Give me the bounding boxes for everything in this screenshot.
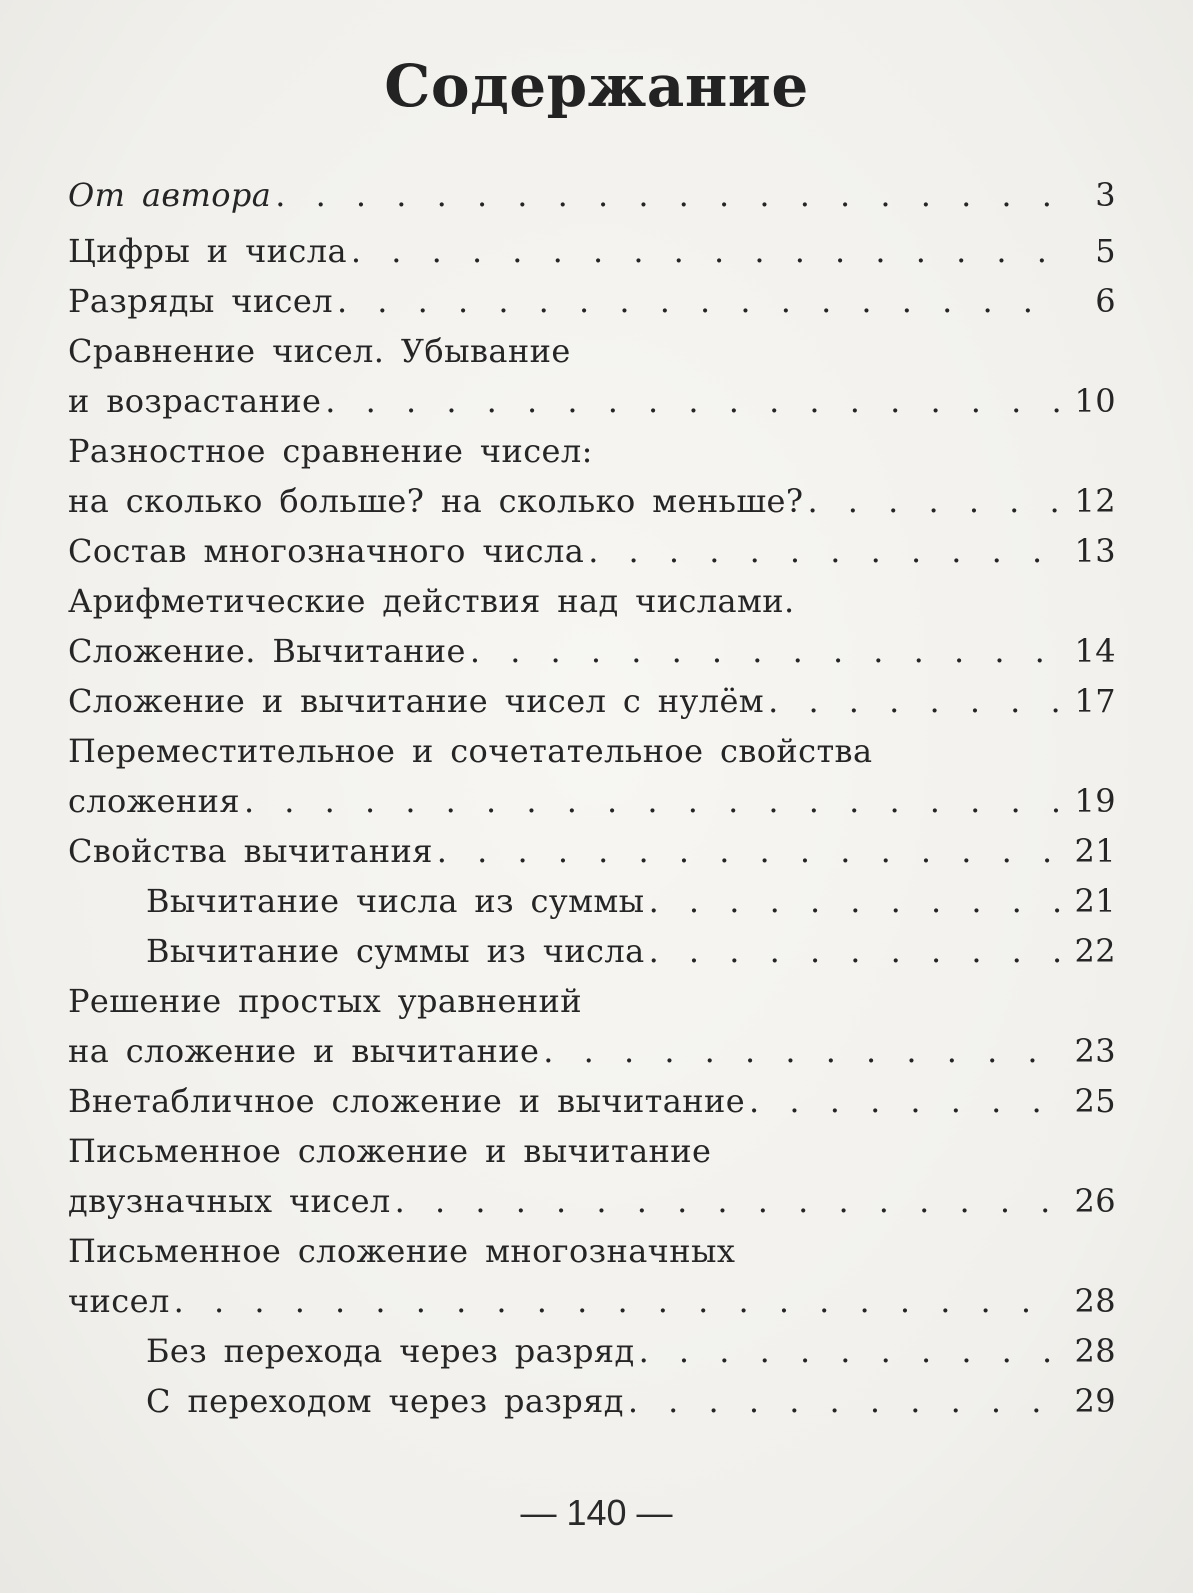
dot-leader — [749, 1076, 1060, 1126]
dot-leader — [437, 826, 1061, 876]
toc-entry-line — [68, 626, 1116, 676]
toc-page-number: 21 — [1074, 832, 1116, 870]
toc-entry-title: От автора — [68, 176, 272, 214]
toc-entry-title: и возрастание — [68, 382, 322, 420]
dot-leader — [275, 170, 1062, 220]
toc-entry-line — [68, 576, 1116, 626]
toc-entry-line — [146, 926, 1116, 976]
toc-entry[interactable] — [68, 170, 1116, 220]
toc-entry-line — [146, 1376, 1116, 1426]
toc-entry-title: С переходом через разряд — [146, 1382, 624, 1420]
toc-entry[interactable] — [68, 1376, 1116, 1426]
toc-entry[interactable] — [68, 726, 1116, 826]
toc-page-number: 12 — [1074, 482, 1116, 520]
toc-entry-line — [68, 170, 1116, 220]
toc-entry[interactable] — [68, 326, 1116, 426]
toc-page-number: 29 — [1074, 1382, 1116, 1420]
toc-entry-title: Сложение и вычитание чисел с нулём — [68, 682, 765, 720]
dot-leader — [768, 676, 1060, 726]
dot-leader — [244, 776, 1061, 826]
toc-entry[interactable] — [68, 1326, 1116, 1376]
toc-entry[interactable] — [68, 626, 1116, 676]
page-title: Содержание — [384, 52, 809, 120]
toc-entry-line — [68, 276, 1116, 326]
toc-entry-line — [68, 376, 1116, 426]
toc-page-number: 5 — [1095, 232, 1116, 270]
dot-leader — [543, 1026, 1060, 1076]
toc-entry[interactable] — [68, 826, 1116, 876]
toc-entry-line — [68, 726, 1116, 776]
toc-page-number: 13 — [1074, 532, 1116, 570]
toc-page-number: 3 — [1095, 176, 1116, 214]
toc-entry-title: чисел — [68, 1282, 170, 1320]
toc-entry-title: Цифры и числа — [68, 232, 347, 270]
toc-entry[interactable] — [68, 876, 1116, 926]
toc-entry-line — [68, 326, 1116, 376]
toc-entry-title: Внетабличное сложение и вычитание — [68, 1082, 746, 1120]
toc-entry[interactable] — [68, 1126, 1116, 1226]
toc-entry-line — [146, 876, 1116, 926]
toc-entry-line — [68, 1026, 1116, 1076]
toc-entry-title: Вычитание суммы из числа — [146, 932, 645, 970]
dot-leader — [628, 1376, 1061, 1426]
toc-entry-title: двузначных чисел — [68, 1182, 391, 1220]
toc-entry-title: Разностное сравнение чисел: — [68, 432, 593, 470]
toc-page-number: 26 — [1074, 1182, 1116, 1220]
toc-entry-line — [68, 1276, 1116, 1326]
dot-leader — [395, 1176, 1061, 1226]
toc-entry-title: Состав многозначного числа — [68, 532, 585, 570]
toc-page-number: 25 — [1074, 1082, 1116, 1120]
dot-leader — [174, 1276, 1061, 1326]
toc-entry-title: Решение простых уравнений — [68, 982, 582, 1020]
toc-entry-line — [68, 1176, 1116, 1226]
toc-entry-line — [68, 226, 1116, 276]
toc-page-number: 22 — [1074, 932, 1116, 970]
toc-page-number: 28 — [1074, 1282, 1116, 1320]
toc-page-number: 23 — [1074, 1032, 1116, 1070]
toc-entry-title: Сравнение чисел. Убывание — [68, 332, 571, 370]
toc-entry[interactable] — [68, 276, 1116, 326]
toc-entry[interactable] — [68, 976, 1116, 1076]
dot-leader — [325, 376, 1060, 426]
toc-entry-line — [68, 476, 1116, 526]
toc-entry[interactable] — [68, 926, 1116, 976]
toc-entry[interactable] — [68, 576, 1116, 626]
toc-entry-line — [68, 826, 1116, 876]
toc-entry[interactable] — [68, 526, 1116, 576]
table-of-contents — [68, 170, 1116, 1426]
toc-page-number: 6 — [1095, 282, 1116, 320]
toc-entry-title: на сколько больше? на сколько меньше? — [68, 482, 804, 520]
toc-entry[interactable] — [68, 676, 1116, 726]
toc-entry-title: Вычитание числа из суммы — [146, 882, 645, 920]
toc-entry-title: сложения — [68, 782, 240, 820]
dot-leader — [649, 876, 1061, 926]
toc-entry-title: Переместительное и сочетательное свойства — [68, 732, 873, 770]
toc-entry-line — [68, 676, 1116, 726]
toc-entry-line — [146, 1326, 1116, 1376]
toc-entry-title: Письменное сложение многозначных — [68, 1232, 736, 1270]
dot-leader — [639, 1326, 1061, 1376]
toc-page-number: 10 — [1074, 382, 1116, 420]
toc-entry-title: Сложение. Вычитание — [68, 632, 466, 670]
toc-entry-line — [68, 1226, 1116, 1276]
toc-entry-title: Без перехода через разряд — [146, 1332, 635, 1370]
toc-entry-title: Разряды чисел — [68, 282, 333, 320]
page-number: — 140 — — [520, 1492, 673, 1533]
dot-leader — [351, 226, 1062, 276]
toc-entry-line — [68, 1076, 1116, 1126]
dot-leader — [337, 276, 1062, 326]
toc-entry[interactable] — [68, 1076, 1116, 1126]
toc-page-number: 28 — [1074, 1332, 1116, 1370]
toc-page-number: 21 — [1074, 882, 1116, 920]
toc-entry-line — [68, 526, 1116, 576]
toc-entry-title: Арифметические действия над числами. — [68, 582, 795, 620]
dot-leader — [470, 626, 1061, 676]
toc-entry-title: Свойства вычитания — [68, 832, 433, 870]
toc-page-number: 14 — [1074, 632, 1116, 670]
dot-leader — [649, 926, 1061, 976]
toc-page-number: 17 — [1074, 682, 1116, 720]
toc-entry-title: Письменное сложение и вычитание — [68, 1132, 712, 1170]
dot-leader — [807, 476, 1060, 526]
toc-entry-title: на сложение и вычитание — [68, 1032, 540, 1070]
toc-page-number: 19 — [1074, 782, 1116, 820]
toc-entry-line — [68, 426, 1116, 476]
toc-entry[interactable] — [68, 226, 1116, 276]
toc-entry-line — [68, 1126, 1116, 1176]
toc-entry-line — [68, 776, 1116, 826]
toc-entry-line — [68, 976, 1116, 1026]
toc-entry[interactable] — [68, 426, 1116, 526]
dot-leader — [588, 526, 1060, 576]
toc-entry[interactable] — [68, 1226, 1116, 1326]
